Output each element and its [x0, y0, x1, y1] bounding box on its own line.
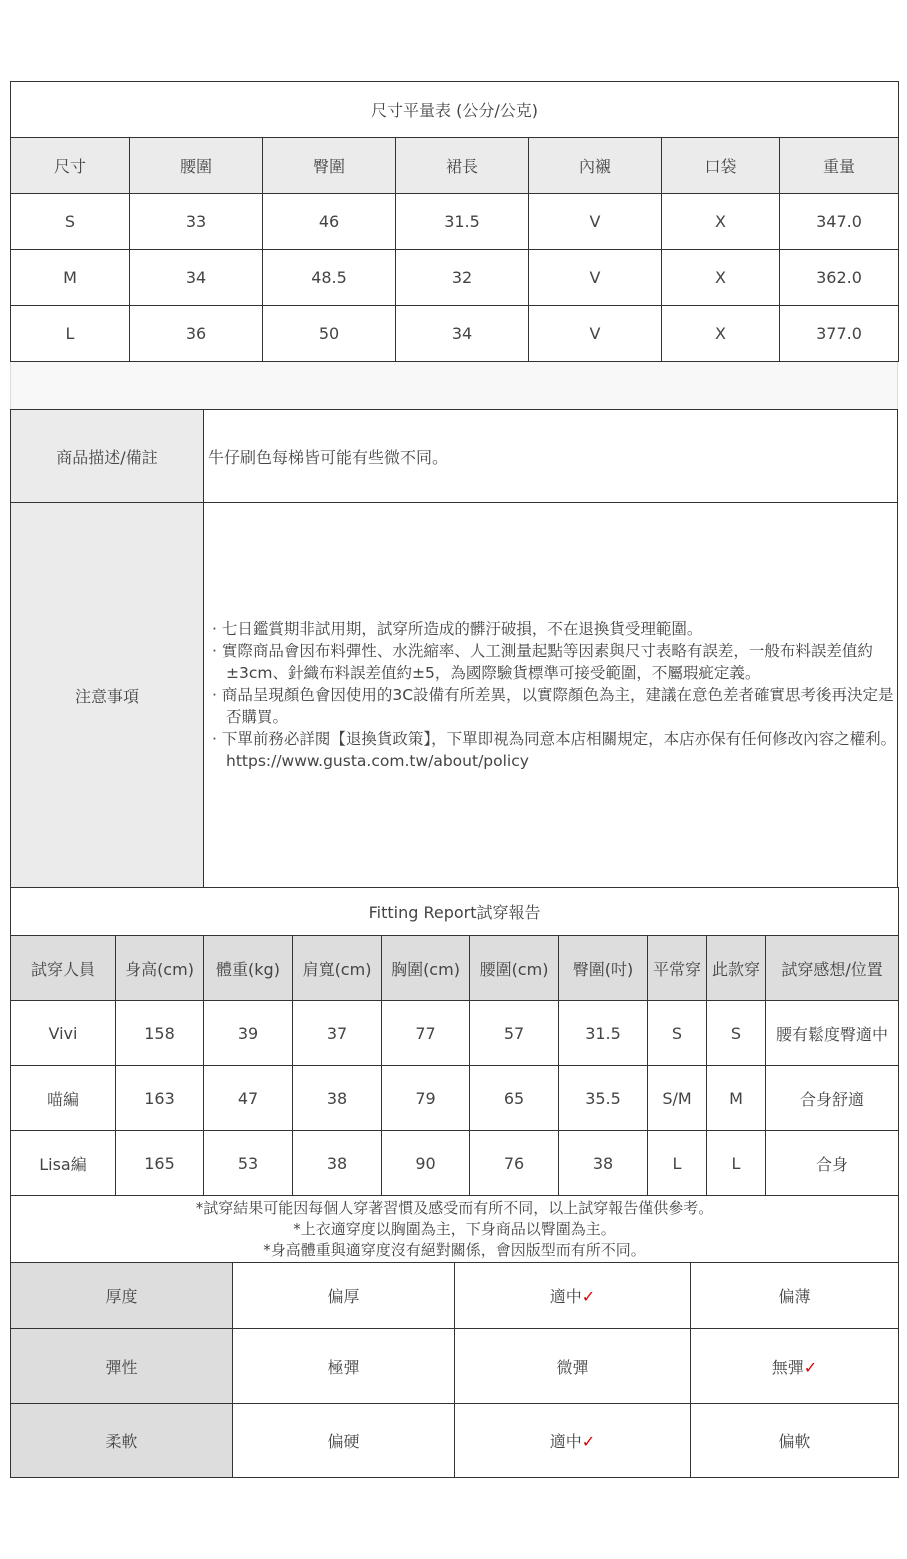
check-icon: ✓ — [581, 1287, 596, 1306]
fitting-cell: 76 — [470, 1131, 559, 1196]
fitting-cell: Lisa編 — [11, 1131, 116, 1196]
spacer — [10, 362, 898, 409]
property-option — [233, 1329, 455, 1404]
fitting-notes — [11, 1196, 899, 1263]
fitting-cell: 165 — [116, 1131, 204, 1196]
fitting-cell: 35.5 — [559, 1066, 648, 1131]
property-option-label: 偏厚 — [327, 1287, 360, 1306]
property-option — [691, 1263, 899, 1329]
size-table-title: 尺寸平量表 (公分/公克) — [11, 82, 899, 138]
fitting-cell: 158 — [116, 1001, 204, 1066]
property-option-label: 無彈 — [771, 1357, 804, 1377]
size-cell: 33 — [130, 194, 263, 250]
description-text: 牛仔刷色每梯皆可能有些微不同。 — [204, 410, 898, 503]
fitting-table — [10, 887, 899, 1263]
size-cell: 31.5 — [396, 194, 529, 250]
fitting-cell: 79 — [382, 1066, 470, 1131]
size-cell: 34 — [396, 306, 529, 362]
fitting-cell: 47 — [204, 1066, 293, 1131]
notice-item: · 商品呈現顏色會因使用的3C設備有所差異，以實際顏色為主，建議在意色差者確實思考後再決定是否購買。 — [212, 686, 894, 726]
fitting-header-cell: 體重(kg) — [204, 936, 293, 1001]
property-option-label: 偏薄 — [778, 1287, 811, 1306]
size-cell: M — [11, 250, 130, 306]
size-cell: 377.0 — [780, 306, 899, 362]
fitting-cell: 65 — [470, 1066, 559, 1131]
property-option-label: 適中 — [549, 1287, 582, 1306]
property-option — [233, 1263, 455, 1329]
size-cell: X — [662, 306, 780, 362]
fitting-header-cell: 平常穿 — [648, 936, 707, 1001]
fitting-header-cell: 身高(cm) — [116, 936, 204, 1001]
size-cell: 50 — [263, 306, 396, 362]
fitting-cell: Vivi — [11, 1001, 116, 1066]
fitting-header-cell: 試穿感想/位置 — [766, 936, 899, 1001]
size-cell: 46 — [263, 194, 396, 250]
size-cell: 36 — [130, 306, 263, 362]
fitting-cell: S/M — [648, 1066, 707, 1131]
property-label: 柔軟 — [11, 1404, 233, 1478]
fitting-cell: 合身 — [766, 1131, 899, 1196]
fitting-header-cell: 肩寬(cm) — [293, 936, 382, 1001]
size-cell: V — [529, 194, 662, 250]
description-label: 商品描述/備註 — [11, 410, 204, 503]
size-cell: X — [662, 194, 780, 250]
fitting-cell: 38 — [293, 1066, 382, 1131]
property-row — [11, 1329, 899, 1404]
property-label: 厚度 — [11, 1263, 233, 1329]
property-label: 彈性 — [11, 1329, 233, 1404]
fitting-cell: 57 — [470, 1001, 559, 1066]
property-row — [11, 1404, 899, 1478]
notice-list — [204, 503, 898, 888]
fitting-note: *身高體重與適穿度沒有絕對關係，會因版型而有所不同。 — [263, 1240, 646, 1259]
fitting-cell: 37 — [293, 1001, 382, 1066]
property-option-label: 偏硬 — [327, 1432, 360, 1451]
size-cell: 347.0 — [780, 194, 899, 250]
size-header-cell: 口袋 — [662, 138, 780, 194]
check-icon: ✓ — [803, 1357, 818, 1377]
size-cell: 32 — [396, 250, 529, 306]
info-table — [10, 409, 898, 888]
size-cell: 48.5 — [263, 250, 396, 306]
property-row — [11, 1263, 899, 1329]
fitting-header-cell: 臀圍(吋) — [559, 936, 648, 1001]
fitting-cell: 喵編 — [11, 1066, 116, 1131]
fitting-note: *試穿結果可能因每個人穿著習慣及感受而有所不同，以上試穿報告僅供參考。 — [195, 1198, 714, 1217]
property-option-label: 適中 — [549, 1432, 582, 1451]
fitting-title: Fitting Report試穿報告 — [11, 888, 899, 936]
fitting-cell: 38 — [293, 1131, 382, 1196]
property-option-label: 微彈 — [556, 1357, 589, 1377]
property-option — [455, 1404, 691, 1478]
fitting-row — [11, 1001, 899, 1066]
property-option — [691, 1329, 899, 1404]
property-option — [233, 1404, 455, 1478]
size-cell: X — [662, 250, 780, 306]
fitting-header-cell: 腰圍(cm) — [470, 936, 559, 1001]
properties-table — [10, 1262, 899, 1478]
size-header-cell: 內襯 — [529, 138, 662, 194]
size-row — [11, 250, 899, 306]
fitting-cell: 31.5 — [559, 1001, 648, 1066]
property-option — [455, 1329, 691, 1404]
size-header-cell: 臀圍 — [263, 138, 396, 194]
fitting-cell: 163 — [116, 1066, 204, 1131]
fitting-row — [11, 1066, 899, 1131]
size-row — [11, 194, 899, 250]
fitting-cell: L — [707, 1131, 766, 1196]
notice-label: 注意事項 — [11, 503, 204, 888]
size-cell: V — [529, 306, 662, 362]
notice-item: · 下單前務必詳閱【退換貨政策】，下單即視為同意本店相關規定，本店亦保有任何修改內容之權利。https://www.gusta.com.tw/about/policy — [212, 730, 897, 770]
fitting-cell: 合身舒適 — [766, 1066, 899, 1131]
fitting-cell: S — [707, 1001, 766, 1066]
size-header-cell: 腰圍 — [130, 138, 263, 194]
property-option — [691, 1404, 899, 1478]
size-header-cell: 裙長 — [396, 138, 529, 194]
fitting-cell: 腰有鬆度臀適中 — [766, 1001, 899, 1066]
notice-item: · 七日鑑賞期非試用期，試穿所造成的髒汙破損，不在退換貨受理範圍。 — [212, 620, 703, 638]
fitting-header-cell: 胸圍(cm) — [382, 936, 470, 1001]
size-header-cell: 重量 — [780, 138, 899, 194]
fitting-cell: 53 — [204, 1131, 293, 1196]
fitting-header-cell: 試穿人員 — [11, 936, 116, 1001]
fitting-cell: 39 — [204, 1001, 293, 1066]
fitting-cell: S — [648, 1001, 707, 1066]
fitting-cell: L — [648, 1131, 707, 1196]
size-cell: L — [11, 306, 130, 362]
check-icon: ✓ — [581, 1432, 596, 1451]
fitting-header-cell: 此款穿 — [707, 936, 766, 1001]
property-option-label: 偏軟 — [778, 1432, 811, 1451]
size-header-cell: 尺寸 — [11, 138, 130, 194]
fitting-row — [11, 1131, 899, 1196]
property-option-label: 極彈 — [327, 1357, 360, 1377]
size-table — [10, 81, 899, 362]
size-cell: V — [529, 250, 662, 306]
fitting-note: *上衣適穿度以胸圍為主，下身商品以臀圍為主。 — [293, 1219, 616, 1238]
fitting-cell: M — [707, 1066, 766, 1131]
size-cell: S — [11, 194, 130, 250]
size-cell: 362.0 — [780, 250, 899, 306]
notice-item: · 實際商品會因布料彈性、水洗縮率、人工測量起點等因素與尺寸表略有誤差，一般布料誤差值約±3cm、針織布料誤差值約±5，為國際驗貨標準可接受範圍，不屬瑕疵定義。 — [212, 642, 873, 682]
size-row — [11, 306, 899, 362]
fitting-cell: 38 — [559, 1131, 648, 1196]
fitting-cell: 77 — [382, 1001, 470, 1066]
size-cell: 34 — [130, 250, 263, 306]
fitting-cell: 90 — [382, 1131, 470, 1196]
property-option — [455, 1263, 691, 1329]
